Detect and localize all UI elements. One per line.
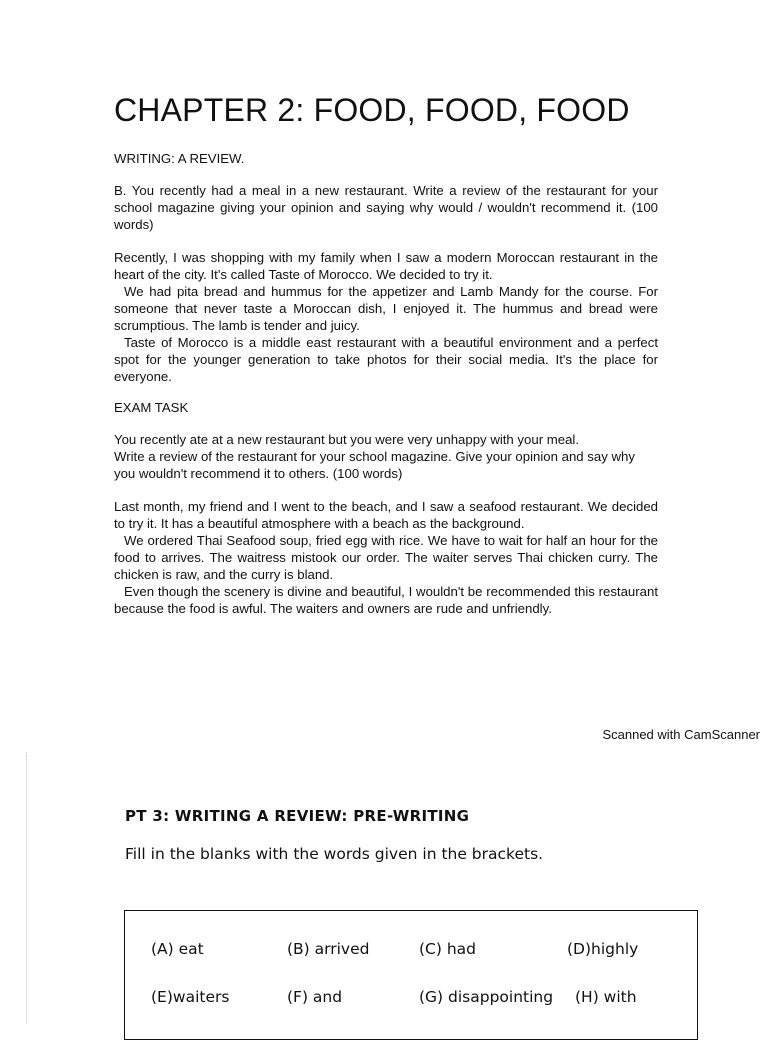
word-option-f: (F) and xyxy=(287,988,343,1006)
review-1-paragraph-3: Taste of Morocco is a middle east restaurant with a beautiful environment and a perfect spot for the younger generation to take photos for their social media. It's the place for everyone. xyxy=(114,335,658,384)
pt3-title: PT 3: WRITING A REVIEW: PRE-WRITING xyxy=(125,807,470,825)
review-1-paragraph-1: Recently, I was shopping with my family when I saw a modern Moroccan restaurant in the heart of the city. It's called Taste of Morocco. We decided to try it. xyxy=(114,250,658,282)
word-option-c: (C) had xyxy=(419,940,477,958)
sample-review-2 xyxy=(114,498,658,617)
word-option-h: (H) with xyxy=(575,988,637,1006)
writing-heading: WRITING: A REVIEW. xyxy=(114,151,245,166)
word-option-b: (B) arrived xyxy=(287,940,370,958)
scanner-watermark: Scanned with CamScanner xyxy=(602,727,760,742)
review-2-paragraph-3: Even though the scenery is divine and beautiful, I wouldn't be recommended this restaurant because the food is awful. The waiters and owners are rude and unfriendly. xyxy=(114,584,658,616)
word-option-g: (G) disappointing xyxy=(419,988,554,1006)
exam-prompt-line-1: You recently ate at a new restaurant but you were very unhappy with your meal. xyxy=(114,432,579,447)
word-bank-box xyxy=(124,910,698,1040)
pt3-instruction: Fill in the blanks with the words given in the brackets. xyxy=(125,845,544,863)
word-option-e: (E)waiters xyxy=(151,988,230,1006)
review-1-paragraph-2: We had pita bread and hummus for the appetizer and Lamb Mandy for the course. For someone that never taste a Moroccan dish, I enjoyed it. The hummus and bread were scrumptious. The lamb is tender and juicy. xyxy=(114,284,658,333)
exam-task-heading: EXAM TASK xyxy=(114,400,189,415)
word-option-a: (A) eat xyxy=(151,940,204,958)
sample-review-1 xyxy=(114,249,658,385)
exam-prompt-line-2: Write a review of the restaurant for your school magazine. Give your opinion and say why you wouldn't recommend it to others. (100 words) xyxy=(114,449,635,481)
review-2-paragraph-2: We ordered Thai Seafood soup, fried egg with rice. We have to wait for half an hour for the food to arrives. The waitress mistook our order. The waiter serves Thai chicken curry. The chicken is raw, and the curry is bland. xyxy=(114,533,658,582)
exam-task-prompt xyxy=(114,431,658,482)
page-edge-divider xyxy=(26,752,27,1024)
task-b-prompt: B. You recently had a meal in a new restaurant. Write a review of the restaurant for your school magazine giving your opinion and saying why would / wouldn't recommend it. (100 words) xyxy=(114,183,658,232)
review-2-paragraph-1: Last month, my friend and I went to the beach, and I saw a seafood restaurant. We decided to try it. It has a beautiful atmosphere with a beach as the background. xyxy=(114,499,658,531)
word-option-d: (D)highly xyxy=(567,940,639,958)
chapter-title: CHAPTER 2: FOOD, FOOD, FOOD xyxy=(114,92,630,128)
